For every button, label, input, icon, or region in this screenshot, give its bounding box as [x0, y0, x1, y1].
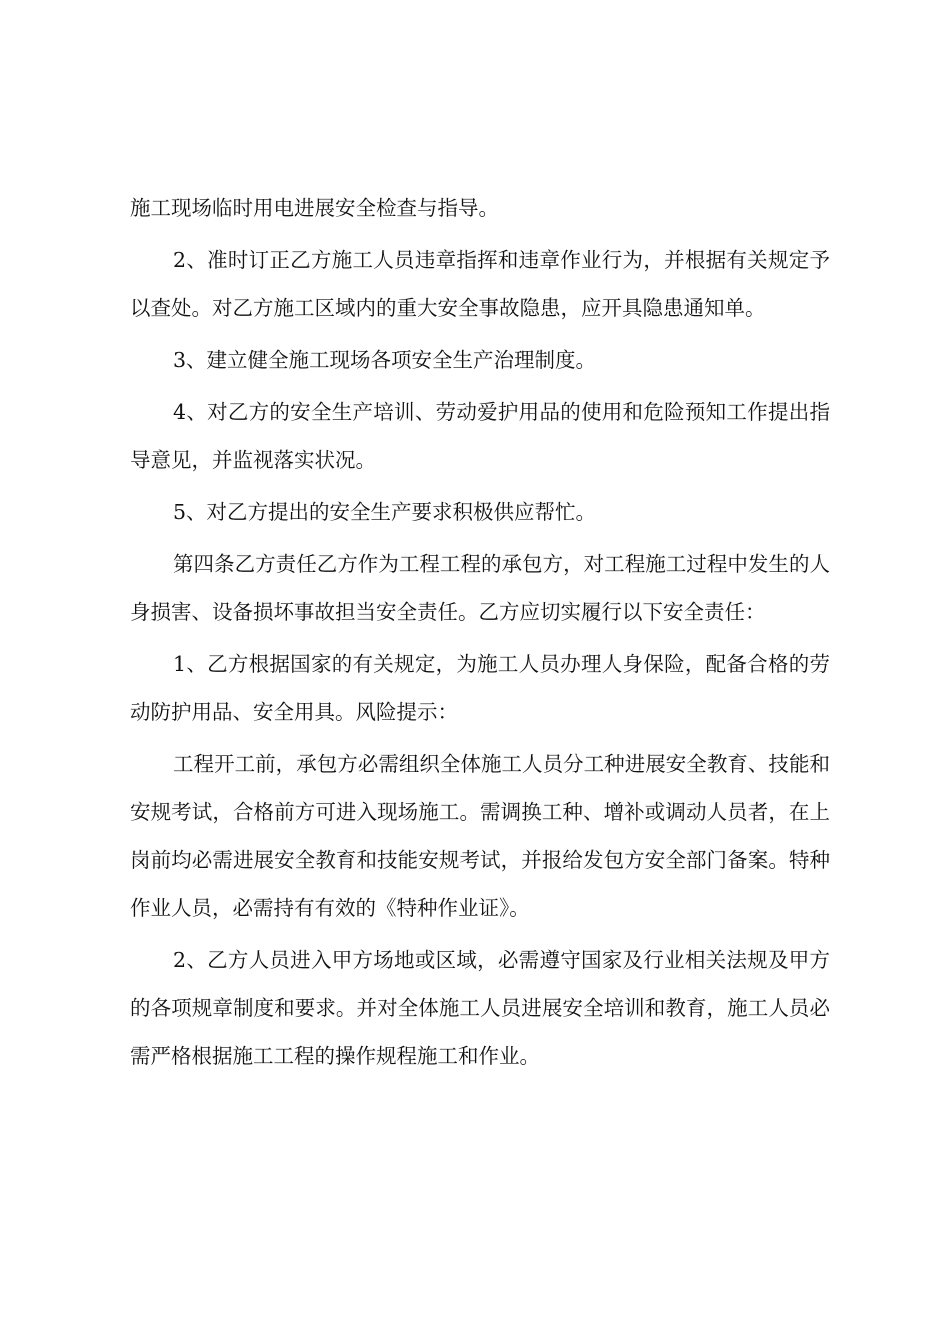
paragraph-2: 2、准时订正乙方施工人员违章指挥和违章作业行为，并根据有关规定予以查处。对乙方施工区域内的重大安全事故隐患，应开具隐患通知单。	[130, 248, 830, 320]
paragraph-7: 1、乙方根据国家的有关规定，为施工人员办理人身保险，配备合格的劳动防护用品、安全用具。风险提示：	[130, 652, 830, 724]
paragraph-4: 4、对乙方的安全生产培训、劳动爱护用品的使用和危险预知工作提出指导意见，并监视落实状况。	[130, 400, 830, 472]
paragraph-8: 工程开工前，承包方必需组织全体施工人员分工种进展安全教育、技能和安规考试，合格前方可进入现场施工。需调换工种、增补或调动人员者，在上岗前均必需进展安全教育和技能安规考试，并报给发包方安全部门备案。特种作业人员，必需持有有效的《特种作业证》。	[130, 752, 830, 920]
paragraph-9: 2、乙方人员进入甲方场地或区域，必需遵守国家及行业相关法规及甲方的各项规章制度和要求。并对全体施工人员进展安全培训和教育，施工人员必需严格根据施工工程的操作规程施工和作业。	[130, 948, 830, 1068]
paragraph-3: 3、建立健全施工现场各项安全生产治理制度。	[173, 348, 597, 372]
paragraph-5: 5、对乙方提出的安全生产要求积极供应帮忙。	[173, 500, 597, 524]
document-body	[130, 184, 830, 1084]
paragraph-6: 第四条乙方责任乙方作为工程工程的承包方，对工程施工过程中发生的人身损害、设备损坏事故担当安全责任。乙方应切实履行以下安全责任：	[130, 552, 830, 624]
paragraph-1: 施工现场临时用电进展安全检查与指导。	[130, 196, 499, 220]
